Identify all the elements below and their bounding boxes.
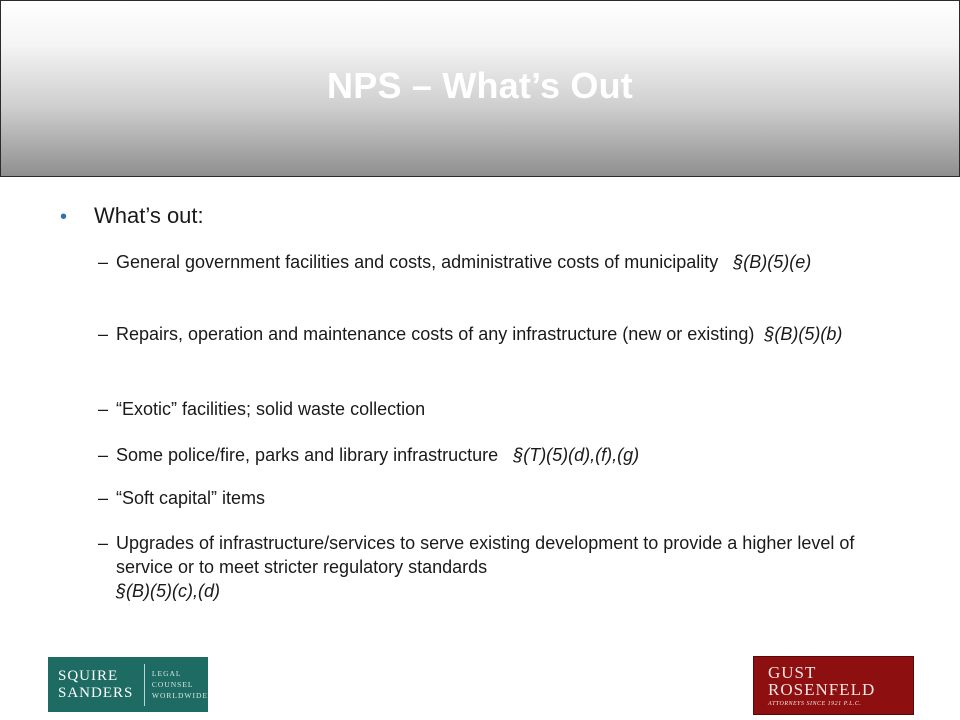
item-text: General government facilities and costs, administrative costs of municipality [116,252,719,272]
logo-name-line1: SQUIRE [58,667,119,684]
dash-icon: – [98,445,109,465]
dash-icon: – [98,252,109,272]
title-banner [0,0,960,177]
main-bullet [60,203,204,229]
logo-tag-line3: WORLDWIDE [151,691,208,700]
item-citation: §(B)(5)(b) [764,324,843,344]
gust-rosenfeld-logo [753,656,914,715]
list-item [98,443,906,467]
slide-title: NPS – What’s Out [327,64,633,106]
logo-tag-line2: COUNSEL [151,680,194,689]
item-text: Upgrades of infrastructure/services to serve existing development to provide a higher level of service or to meet stricter regulatory standards [116,533,855,577]
item-text: Repairs, operation and maintenance costs of any infrastructure (new or existing) [116,324,755,344]
logo-tag-line1: LEGAL [151,669,182,678]
logo-tagline [152,668,208,701]
logo-line1: GUST [768,663,817,682]
item-text: Some police/fire, parks and library infrastructure [116,445,499,465]
logo-line3: ATTORNEYS SINCE 1921 P.L.C. [768,701,862,707]
dash-icon: – [98,399,109,419]
list-item [98,397,906,421]
item-citation: §(B)(5)(c),(d) [116,581,220,601]
list-item [98,486,906,510]
dash-icon: – [98,488,109,508]
logo-divider [144,664,145,706]
list-item [98,531,906,603]
squire-sanders-logo [48,657,208,712]
list-item [98,322,906,346]
item-text: “Exotic” facilities; solid waste collection [116,399,426,419]
logo-name [48,668,144,702]
item-text: “Soft capital” items [116,488,266,508]
bullet-icon: • [60,206,68,228]
dash-icon: – [98,533,109,553]
main-bullet-text: What’s out: [94,203,204,228]
list-item [98,250,906,274]
logo-name-line2: SANDERS [58,684,134,701]
item-citation: §(T)(5)(d),(f),(g) [513,445,640,465]
logo-line2: ROSENFELD [768,680,876,699]
item-citation: §(B)(5)(e) [733,252,812,272]
dash-icon: – [98,324,109,344]
